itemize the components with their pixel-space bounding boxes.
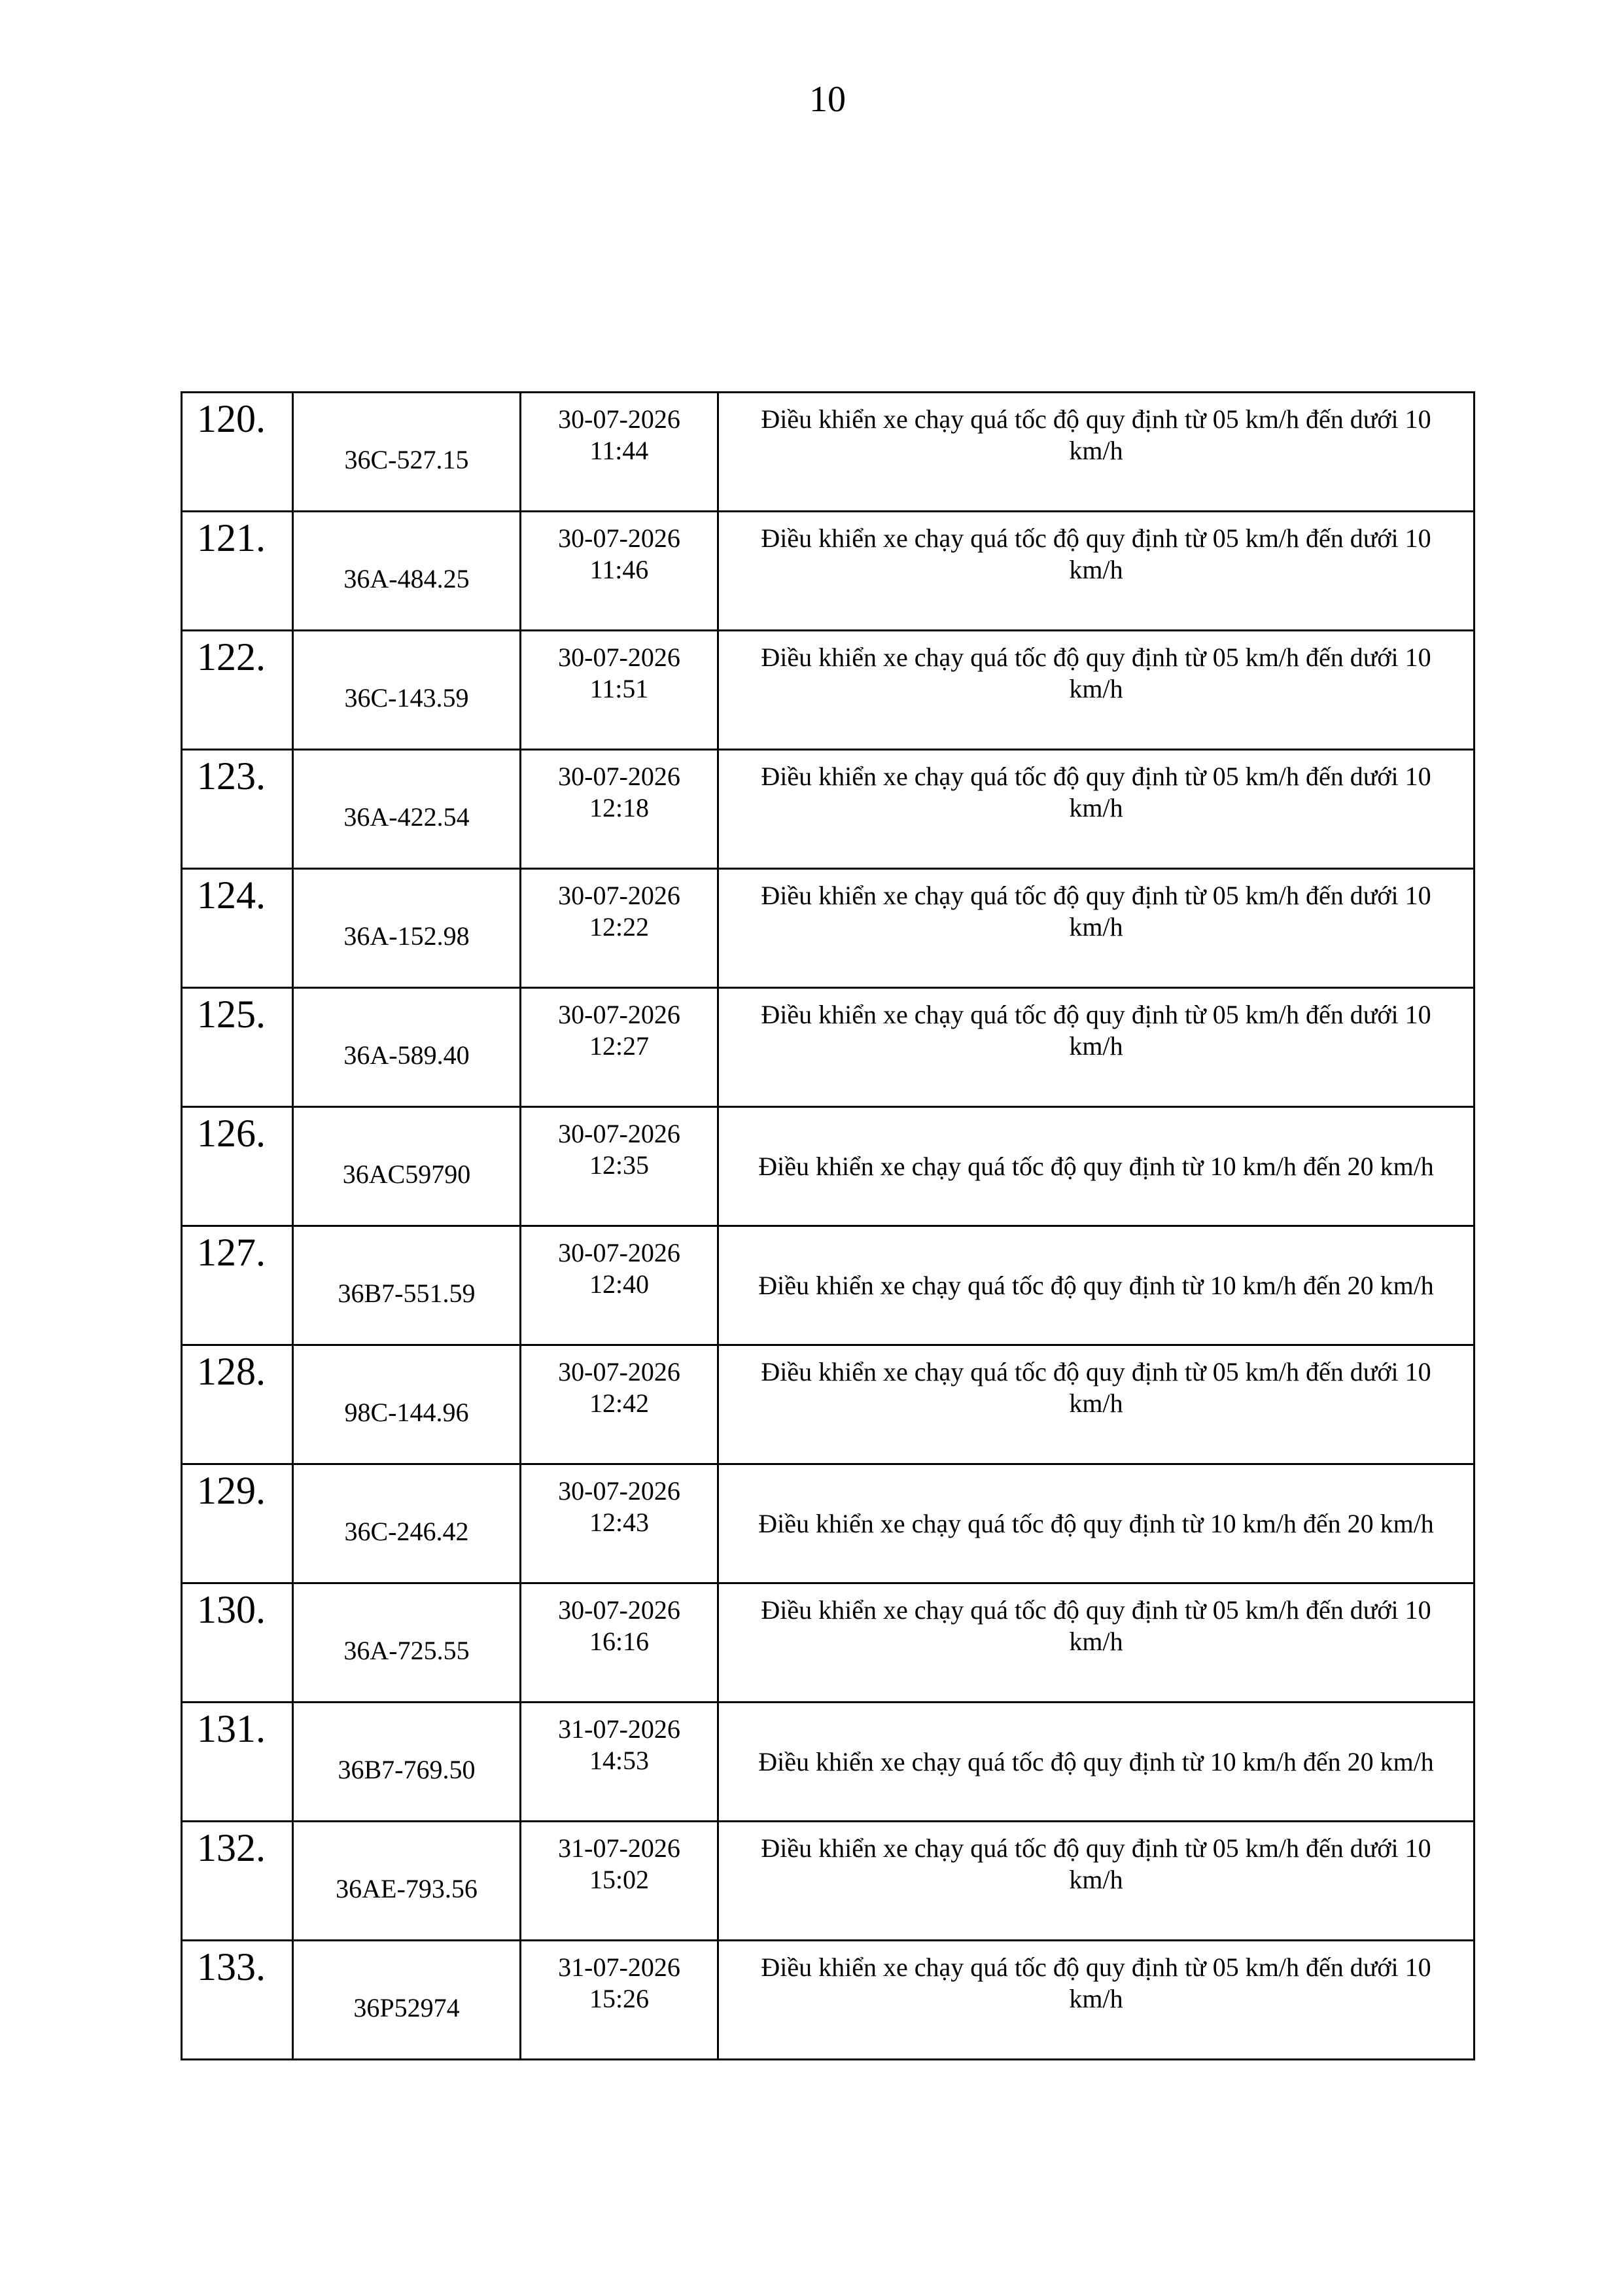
- violation-date: 30-07-2026: [558, 1000, 680, 1029]
- violation-time: 15:26: [589, 1984, 650, 2013]
- violation-date: 30-07-2026: [558, 1476, 680, 1506]
- license-plate: 36AC59790: [293, 1107, 521, 1226]
- license-plate: 36A-484.25: [293, 512, 521, 631]
- violation-date: 30-07-2026: [558, 881, 680, 910]
- table-row: [182, 988, 1475, 1107]
- violation-description: Điều khiển xe chạy quá tốc độ quy định từ 10 km/h đến 20 km/h: [718, 1107, 1475, 1226]
- row-number: 129.: [182, 1464, 293, 1583]
- violation-description: Điều khiển xe chạy quá tốc độ quy định từ 05 km/h đến dưới 10 km/h: [718, 1345, 1475, 1464]
- table-row: [182, 512, 1475, 631]
- violation-date: 30-07-2026: [558, 523, 680, 553]
- row-number: 120.: [182, 393, 293, 512]
- license-plate: 98C-144.96: [293, 1345, 521, 1464]
- violation-date: 31-07-2026: [558, 1952, 680, 1982]
- row-number: 131.: [182, 1703, 293, 1822]
- row-number: 121.: [182, 512, 293, 631]
- table-row: [182, 1703, 1475, 1822]
- violation-datetime: [521, 869, 718, 988]
- table-row: [182, 1345, 1475, 1464]
- violation-description: Điều khiển xe chạy quá tốc độ quy định từ 05 km/h đến dưới 10 km/h: [718, 1941, 1475, 2060]
- table-row: [182, 1226, 1475, 1345]
- license-plate: 36C-246.42: [293, 1464, 521, 1583]
- violation-datetime: [521, 1822, 718, 1941]
- license-plate: 36C-527.15: [293, 393, 521, 512]
- violation-description: Điều khiển xe chạy quá tốc độ quy định từ 10 km/h đến 20 km/h: [718, 1703, 1475, 1822]
- row-number: 124.: [182, 869, 293, 988]
- violation-time: 11:44: [589, 436, 649, 465]
- license-plate: 36C-143.59: [293, 631, 521, 750]
- row-number: 130.: [182, 1583, 293, 1703]
- table-row: [182, 1107, 1475, 1226]
- table-row: [182, 393, 1475, 512]
- row-number: 125.: [182, 988, 293, 1107]
- violation-description: Điều khiển xe chạy quá tốc độ quy định từ 05 km/h đến dưới 10 km/h: [718, 750, 1475, 869]
- violation-description: Điều khiển xe chạy quá tốc độ quy định từ 05 km/h đến dưới 10 km/h: [718, 393, 1475, 512]
- violation-datetime: [521, 988, 718, 1107]
- violation-description: Điều khiển xe chạy quá tốc độ quy định từ 05 km/h đến dưới 10 km/h: [718, 512, 1475, 631]
- violation-date: 30-07-2026: [558, 1119, 680, 1148]
- row-number: 123.: [182, 750, 293, 869]
- table-row: [182, 1941, 1475, 2060]
- license-plate: 36B7-551.59: [293, 1226, 521, 1345]
- violation-time: 16:16: [589, 1627, 650, 1656]
- table-row: [182, 1464, 1475, 1583]
- violation-time: 12:18: [589, 793, 650, 822]
- violations-table-body: [182, 393, 1475, 2060]
- violation-datetime: [521, 512, 718, 631]
- license-plate: 36A-152.98: [293, 869, 521, 988]
- violation-time: 11:51: [589, 674, 649, 703]
- row-number: 122.: [182, 631, 293, 750]
- row-number: 133.: [182, 1941, 293, 2060]
- license-plate: 36A-589.40: [293, 988, 521, 1107]
- violation-datetime: [521, 631, 718, 750]
- violation-description: Điều khiển xe chạy quá tốc độ quy định từ 05 km/h đến dưới 10 km/h: [718, 631, 1475, 750]
- license-plate: 36A-422.54: [293, 750, 521, 869]
- license-plate: 36P52974: [293, 1941, 521, 2060]
- violation-datetime: [521, 1583, 718, 1703]
- violation-date: 30-07-2026: [558, 762, 680, 791]
- license-plate: 36AE-793.56: [293, 1822, 521, 1941]
- license-plate: 36B7-769.50: [293, 1703, 521, 1822]
- violation-description: Điều khiển xe chạy quá tốc độ quy định từ 10 km/h đến 20 km/h: [718, 1464, 1475, 1583]
- violation-description: Điều khiển xe chạy quá tốc độ quy định từ 05 km/h đến dưới 10 km/h: [718, 988, 1475, 1107]
- row-number: 132.: [182, 1822, 293, 1941]
- table-row: [182, 750, 1475, 869]
- violation-datetime: [521, 1941, 718, 2060]
- license-plate: 36A-725.55: [293, 1583, 521, 1703]
- violation-datetime: [521, 1464, 718, 1583]
- table-row: [182, 869, 1475, 988]
- row-number: 126.: [182, 1107, 293, 1226]
- violation-time: 12:42: [589, 1388, 650, 1418]
- violation-datetime: [521, 750, 718, 869]
- page-number: 10: [809, 79, 846, 120]
- table-row: [182, 1822, 1475, 1941]
- violation-date: 30-07-2026: [558, 1357, 680, 1386]
- violation-date: 31-07-2026: [558, 1714, 680, 1744]
- violation-time: 14:53: [589, 1746, 650, 1775]
- violation-date: 30-07-2026: [558, 1238, 680, 1267]
- violations-table: [181, 391, 1475, 2060]
- violation-datetime: [521, 1226, 718, 1345]
- violation-date: 30-07-2026: [558, 404, 680, 434]
- violation-datetime: [521, 393, 718, 512]
- violation-time: 12:22: [589, 912, 650, 942]
- violation-datetime: [521, 1107, 718, 1226]
- violation-time: 12:40: [589, 1269, 650, 1299]
- violation-datetime: [521, 1703, 718, 1822]
- violation-date: 31-07-2026: [558, 1833, 680, 1863]
- violation-date: 30-07-2026: [558, 643, 680, 672]
- violation-date: 30-07-2026: [558, 1595, 680, 1625]
- violation-description: Điều khiển xe chạy quá tốc độ quy định từ 05 km/h đến dưới 10 km/h: [718, 1583, 1475, 1703]
- violation-time: 11:46: [589, 555, 649, 584]
- violation-time: 12:43: [589, 1508, 650, 1537]
- violation-datetime: [521, 1345, 718, 1464]
- violation-time: 12:35: [589, 1150, 650, 1180]
- violation-time: 12:27: [589, 1031, 650, 1061]
- table-row: [182, 1583, 1475, 1703]
- violation-description: Điều khiển xe chạy quá tốc độ quy định từ 05 km/h đến dưới 10 km/h: [718, 869, 1475, 988]
- violation-description: Điều khiển xe chạy quá tốc độ quy định từ 10 km/h đến 20 km/h: [718, 1226, 1475, 1345]
- violation-description: Điều khiển xe chạy quá tốc độ quy định từ 05 km/h đến dưới 10 km/h: [718, 1822, 1475, 1941]
- table-row: [182, 631, 1475, 750]
- violation-time: 15:02: [589, 1865, 650, 1894]
- row-number: 128.: [182, 1345, 293, 1464]
- row-number: 127.: [182, 1226, 293, 1345]
